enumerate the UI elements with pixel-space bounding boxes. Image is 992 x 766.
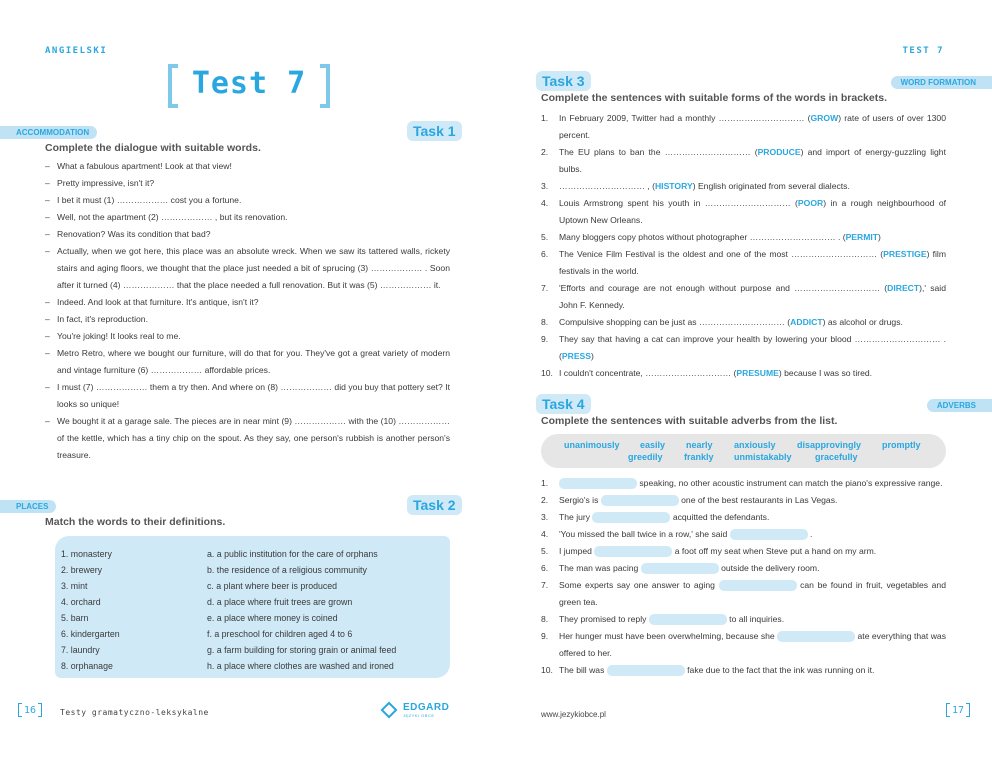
sentence-item [541,178,946,195]
answer-blank[interactable] [777,631,855,642]
sentence-item [541,526,946,543]
sentence-text: ) film festivals in the world. [559,249,947,276]
task2-badge [407,495,462,515]
adverb-word: unanimously [564,440,620,450]
task-number: 2 [447,497,456,513]
dialogue-line: – Pretty impressive, isn't it? [45,175,450,192]
words-column [61,546,201,674]
dialogue-line: – Metro Retro, where we bought our furniture, will do that for you. They've got a great variety of modern and vintage furniture (6) ……………… affordable prices. [45,345,450,379]
sentence-item [541,611,946,628]
answer-blank[interactable] [601,495,679,506]
sentence-text: Her hunger must have been overwhelming, because she [559,631,778,641]
task4-instruction: Complete the sentences with suitable adverbs from the list. [541,415,838,427]
task-number: 1 [447,123,456,139]
website-url: www.jezykiobce.pl [541,710,606,719]
word-item: 2. brewery [61,565,103,575]
adverb-list-box [541,434,946,468]
task-number: 4 [576,396,585,412]
sentence-text: Sergio's is [559,495,601,505]
answer-blank[interactable] [594,546,672,557]
sentence-text: ) English originated from several dialects. [692,181,850,191]
page-number-right [946,703,970,717]
page-number-text: 17 [952,704,965,716]
sentence-number: 6. [541,563,549,573]
test-title-text: Test 7 [191,66,307,101]
sentence-item [541,280,946,314]
sentence-text: I jumped [559,546,595,556]
sentence-text: The bill was [559,665,607,675]
definition-item: d. a place where fruit trees are grown [207,597,353,607]
word-item: 6. kindergarten [61,629,120,639]
sentence-item [541,331,946,365]
definition-item: c. a plant where beer is produced [207,581,338,591]
sentence-text: ) because I was so tired. [778,368,873,378]
sentence-number: 6. [541,249,549,259]
sentence-text: Louis Armstrong spent his youth in ………………………… ( [559,198,798,208]
sentence-text: can be found in fruit, vegetables and green tea. [559,580,946,607]
task3-sentences [541,110,946,382]
sentence-item [541,314,946,331]
subject-label: ANGIELSKI [45,46,108,56]
keyword: PRESTIGE [883,249,927,259]
dialogue-list [45,158,450,464]
sentence-text: They say that having a cat can improve your health by lowering your blood ………………………… . ( [559,334,946,361]
adverb-word: unmistakably [734,452,792,462]
sentence-text: 'Efforts and courage are not enough without purpose and ………………………… ( [559,283,888,293]
sentence-number: 9. [541,334,549,344]
word-item: 5. barn [61,613,89,623]
task-word: Task [413,497,444,513]
answer-blank[interactable] [607,665,685,676]
answer-blank[interactable] [649,614,727,625]
adverb-word: easily [640,440,666,450]
keyword: ADDICT [790,317,823,327]
sentence-item [541,195,946,229]
test-label: TEST 7 [902,46,944,56]
keyword: PRESUME [736,368,779,378]
sentence-number: 7. [541,580,549,590]
keyword: PERMIT [845,232,879,242]
sentence-text: The jury [559,512,593,522]
sentence-text: a foot off my seat when Steve put a hand on my arm. [672,546,877,556]
sentence-text: fake due to the fact that the ink was running on it. [684,665,875,675]
sentence-item [541,229,946,246]
sentence-number: 7. [541,283,549,293]
sentence-number: 5. [541,546,549,556]
sentence-number: 10. [541,368,553,378]
answer-blank[interactable] [719,580,797,591]
dialogue-line: – In fact, it's reproduction. [45,311,450,328]
accommodation-tag: ACCOMMODATION [0,126,97,139]
sentence-number: 8. [541,317,549,327]
adverb-word: disapprovingly [797,440,862,450]
sentence-text: outside the delivery room. [718,563,820,573]
book-title: Testy gramatyczno-leksykalne [60,708,209,717]
sentence-text: The Venice Film Festival is the oldest and one of the most ………………………… ( [559,249,884,259]
sentence-text: one of the best restaurants in Las Vegas. [678,495,838,505]
adverb-word: anxiously [734,440,776,450]
sentence-text: ………………………… , ( [559,181,655,191]
task4-badge [536,394,591,414]
adverb-word: gracefully [815,452,858,462]
sentence-text: ) rate of users of over 1300 percent. [559,113,946,140]
adverb-word: nearly [686,440,713,450]
sentence-text: ) [878,232,881,242]
sentence-number: 3. [541,181,549,191]
sentence-item [541,560,946,577]
dialogue-line: – I bet it must (1) ……………… cost you a fortune. [45,192,450,209]
keyword: DIRECT [887,283,920,293]
keyword: HISTORY [654,181,693,191]
sentence-item [541,628,946,662]
logo-subtext: JĘZYKI OBCE [403,713,435,718]
adverb-word: frankly [684,452,714,462]
keyword: PRESS [561,351,592,361]
sentence-item [541,365,946,382]
answer-blank[interactable] [592,512,670,523]
task-word: Task [542,396,573,412]
logo-text: EDGARD [403,702,450,713]
sentence-number: 9. [541,631,549,641]
adverb-word: greedily [628,452,663,462]
word-item: 4. orchard [61,597,101,607]
sentence-text: ) [591,351,594,361]
dialogue-line: – Renovation? Was its condition that bad? [45,226,450,243]
definition-item: e. a place where money is coined [207,613,338,623]
adverbs-tag: ADVERBS [927,399,992,412]
dialogue-line: – Actually, when we got here, this place was an absolute wreck. When we saw its tattered walls, rickety stairs and aging floors, we thought that the place just needed a bit of sprucing (3) ……………… . Soon after it turned (4) ……………… that the place needed a full renovation. But it was (5) ……………… it. [45,243,450,294]
keyword: POOR [797,198,824,208]
edgard-logo [383,702,455,720]
bracket-right [966,703,970,717]
sentence-item [541,144,946,178]
sentence-item [541,577,946,611]
task-word: Task [413,123,444,139]
sentence-text: Some experts say one answer to aging [559,580,719,590]
bracket-right [38,703,42,717]
sentence-number: 5. [541,232,549,242]
task4-sentences [541,475,946,679]
sentence-number: 1. [541,478,549,488]
test-title [168,64,330,108]
sentence-text: ) in a rough neighbourhood of Uptown New Orleans. [559,198,946,225]
sentence-text: I couldn't concentrate, ………………………… ( [559,368,737,378]
sentence-text: ) as alcohol or drugs. [822,317,903,327]
sentence-number: 8. [541,614,549,624]
sentence-number: 1. [541,113,549,123]
page-number-left [18,703,42,717]
answer-blank[interactable] [559,478,637,489]
sentence-number: 10. [541,665,553,675]
sentence-item [541,662,946,679]
task1-badge [407,121,462,141]
definitions-column [207,546,447,674]
definition-item: h. a place where clothes are washed and ironed [207,661,394,671]
sentence-text: ) and import of energy-guzzling light bulbs. [559,147,946,174]
keyword: GROW [810,113,839,123]
sentence-text: The EU plans to ban the ………………………… ( [559,147,758,157]
word-item: 8. orphanage [61,661,113,671]
sentence-text: to all inquiries. [726,614,785,624]
dialogue-line: – What a fabulous apartment! Look at that view! [45,158,450,175]
sentence-number: 3. [541,512,549,522]
matching-box [55,536,450,678]
keyword: PRODUCE [757,147,801,157]
task-word: Task [542,73,573,89]
dialogue-line: – Well, not the apartment (2) ……………… , but its renovation. [45,209,450,226]
dialogue-line: – We bought it at a garage sale. The pieces are in near mint (9) ……………… with the (10) ……………… of the kettle, which has a tiny chip on the spout. As they say, one person's rubbish is another person's treasure. [45,413,450,464]
sentence-text: speaking, no other acoustic instrument can match the piano's expressive range. [637,478,943,488]
task1-instruction: Complete the dialogue with suitable words. [45,142,261,154]
adverb-word: promptly [882,440,921,450]
sentence-text: Many bloggers copy photos without photographer ………………………… . ( [559,232,846,242]
answer-blank[interactable] [641,563,719,574]
dialogue-line: – Indeed. And look at that furniture. It's antique, isn't it? [45,294,450,311]
sentence-item [541,543,946,560]
word-item: 1. monastery [61,549,112,559]
sentence-item [541,492,946,509]
logo-diamond-icon [381,702,398,719]
page-number-text: 16 [24,704,37,716]
sentence-number: 2. [541,147,549,157]
sentence-text: 'You missed the ball twice in a row,' she said [559,529,730,539]
sentence-text: . [807,529,813,539]
word-item: 3. mint [61,581,88,591]
definition-item: b. the residence of a religious community [207,565,367,575]
sentence-text: ),' said John F. Kennedy. [559,283,946,310]
sentence-item [541,246,946,280]
definition-item: a. a public institution for the care of orphans [207,549,378,559]
task-number: 3 [576,73,585,89]
sentence-item [541,509,946,526]
sentence-text: Compulsive shopping can be just as ………………………… ( [559,317,791,327]
task3-instruction: Complete the sentences with suitable forms of the words in brackets. [541,92,887,104]
task2-instruction: Match the words to their definitions. [45,516,226,528]
sentence-number: 2. [541,495,549,505]
dialogue-line: – You're joking! It looks real to me. [45,328,450,345]
sentence-text: In February 2009, Twitter had a monthly ………………………… ( [559,113,811,123]
sentence-text: They promised to reply [559,614,649,624]
sentence-text: The man was pacing [559,563,641,573]
word-item: 7. laundry [61,645,100,655]
sentence-item [541,475,946,492]
dialogue-line: – I must (7) ……………… them a try then. And where on (8) ……………… did you buy that pottery set? It looks so unique! [45,379,450,413]
sentence-item [541,110,946,144]
sentence-number: 4. [541,198,549,208]
sentence-text: ate everything that was offered to her. [559,631,947,658]
answer-blank[interactable] [730,529,808,540]
task3-badge [536,71,591,91]
sentence-number: 4. [541,529,549,539]
sentence-text: acquitted the defendants. [670,512,770,522]
definition-item: g. a farm building for storing grain or animal feed [207,645,397,655]
places-tag: PLACES [0,500,56,513]
definition-item: f. a preschool for children aged 4 to 6 [207,629,353,639]
word-formation-tag: WORD FORMATION [891,76,992,89]
